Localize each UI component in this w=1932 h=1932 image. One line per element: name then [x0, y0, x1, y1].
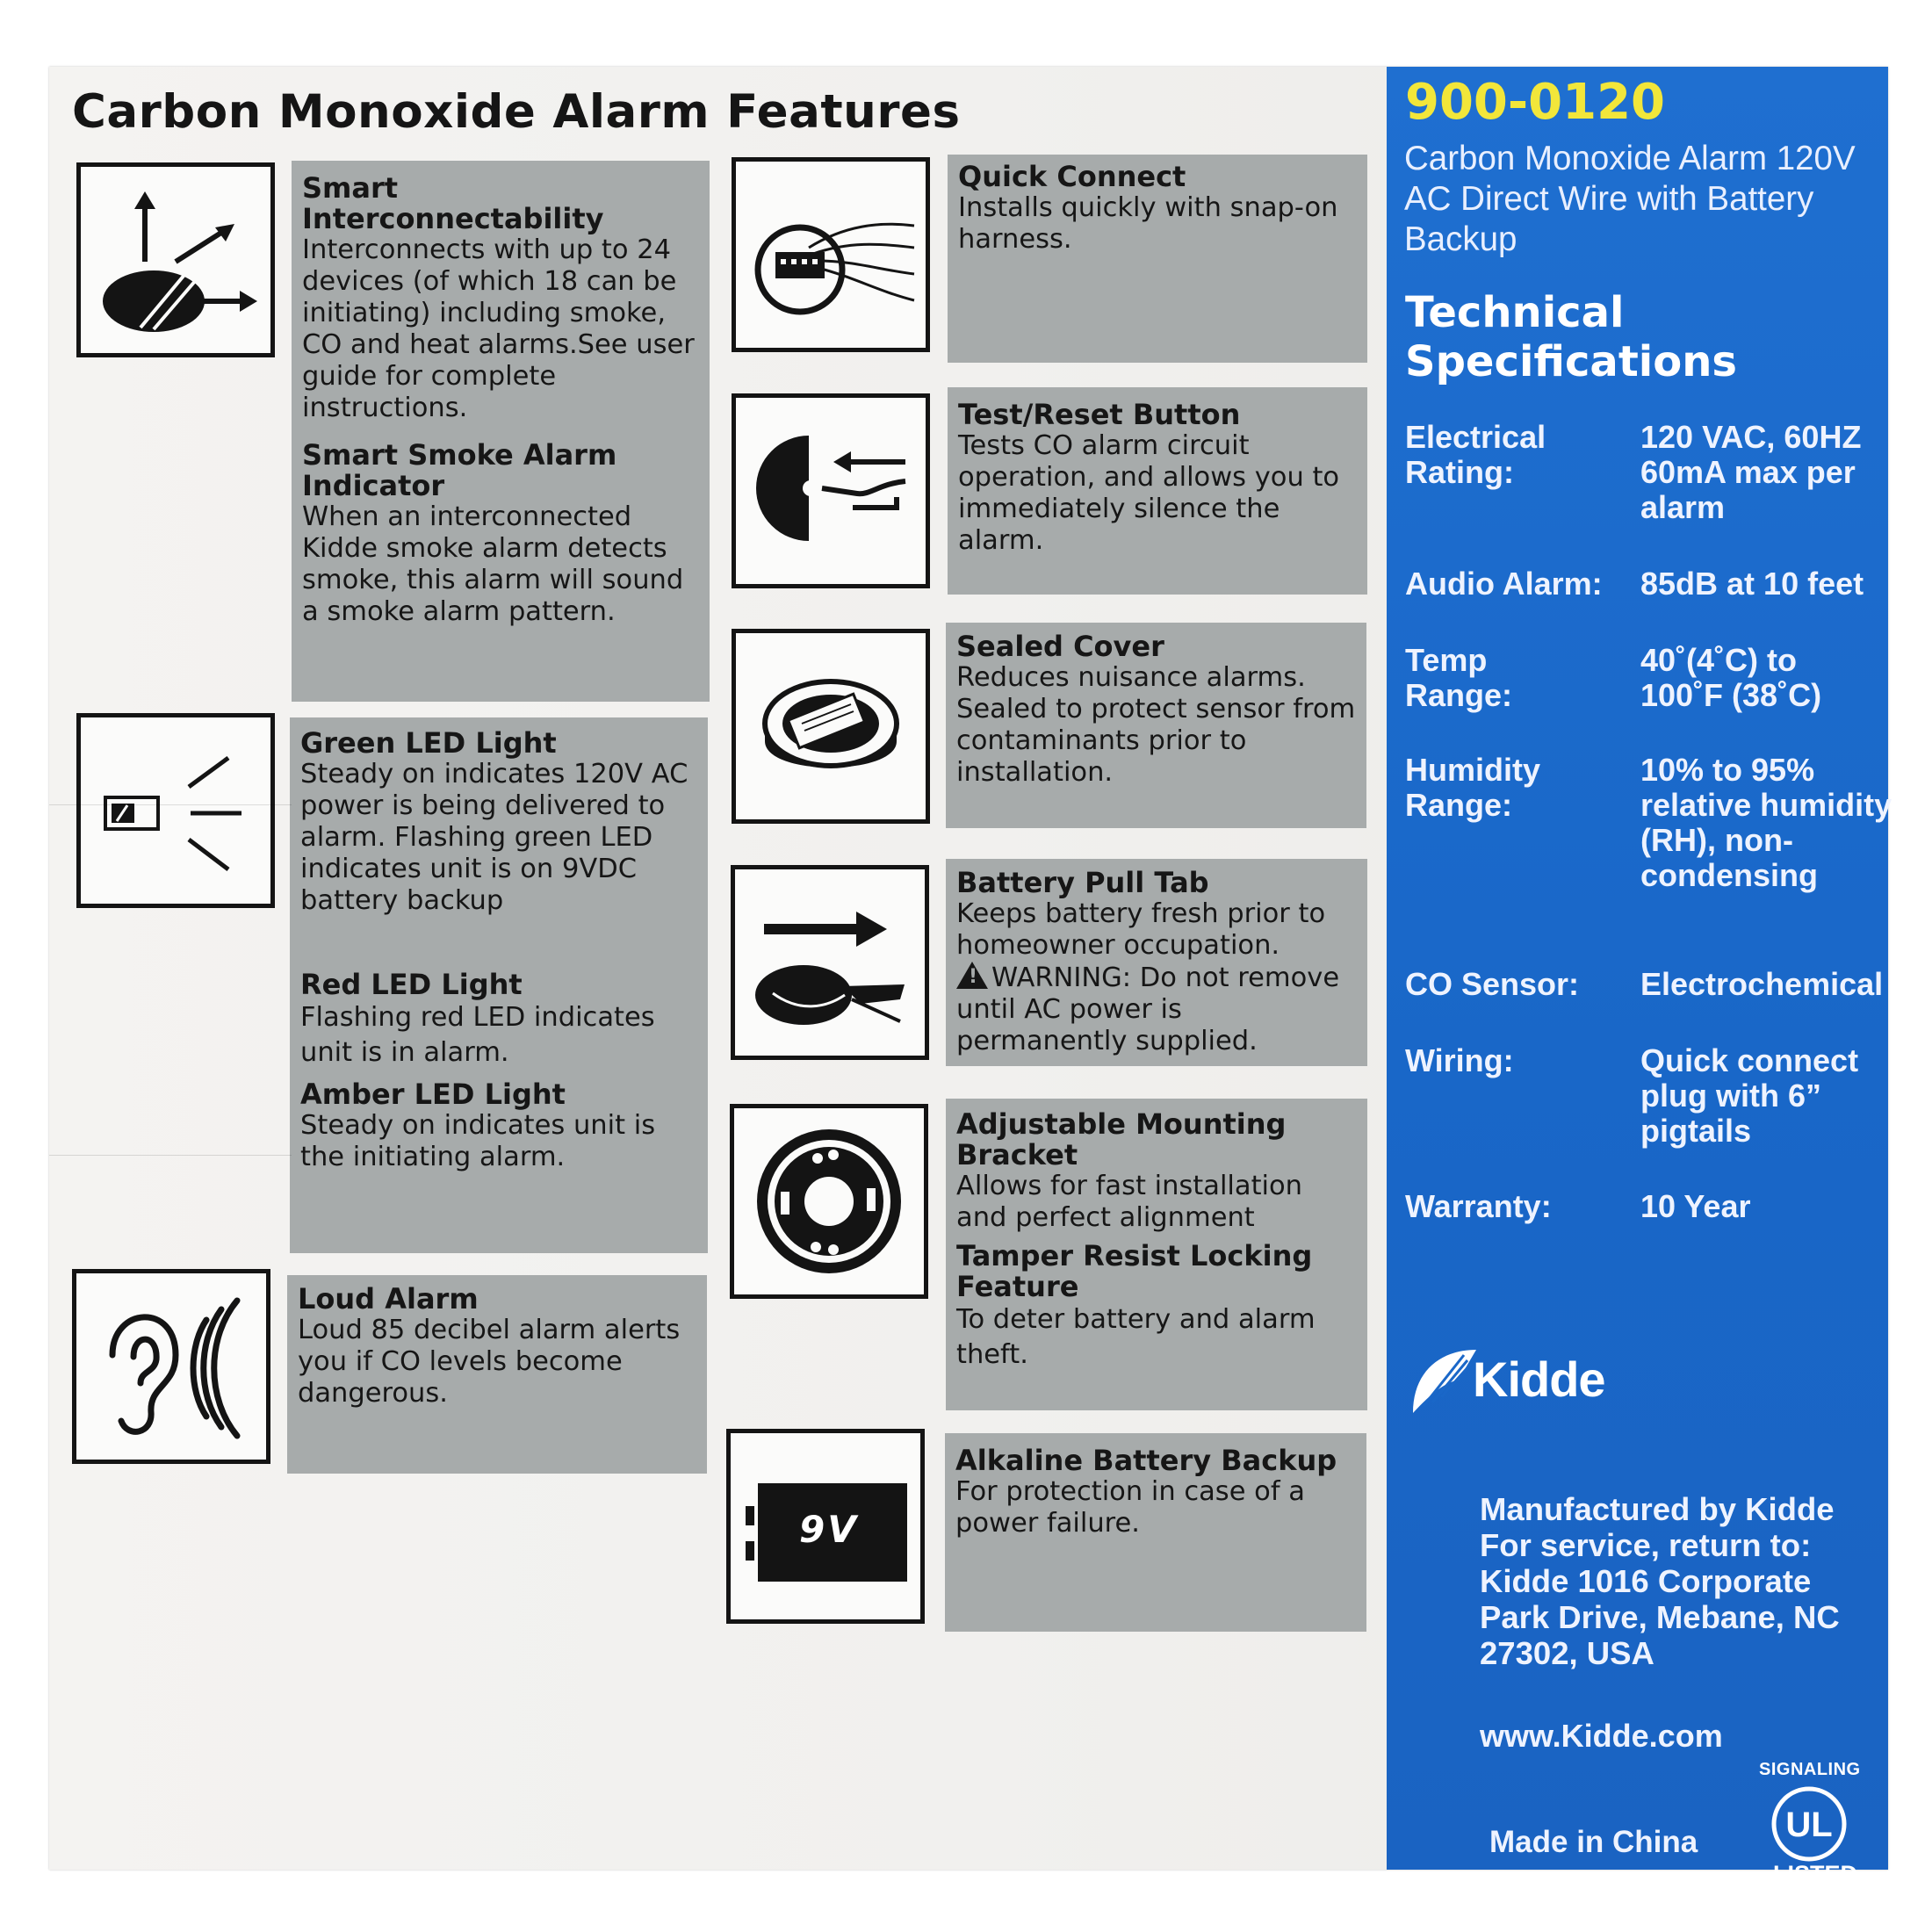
panel-test-reset	[948, 387, 1367, 595]
spec-value: 10% to 95% relative humidity (RH), non-condensing	[1640, 752, 1892, 893]
spec-key: Wiring:	[1405, 1042, 1514, 1078]
warning-label: WARNING: Do not remove until AC power is permanently supplied.	[956, 962, 1340, 1056]
spec-value: 85dB at 10 feet	[1640, 566, 1864, 602]
feature-title: Alkaline Battery Backup	[955, 1444, 1337, 1477]
spec-key: CO Sensor:	[1405, 966, 1580, 1002]
feature-text: For protection in case of a power failure.	[955, 1476, 1305, 1539]
feature-text: Allows for fast installation and perfect alignment	[956, 1171, 1303, 1233]
feature-text: When an interconnected Kidde smoke alarm detects smoke, this alarm will sound a smoke alarm pattern.	[302, 501, 684, 627]
warning-text	[956, 962, 1357, 1057]
ul-listed-label: LISTED	[1773, 1861, 1858, 1887]
feature-title: Test/Reset Button	[958, 398, 1241, 431]
warning-icon	[956, 962, 988, 989]
spec-row	[1405, 420, 1879, 525]
spec-key: Electrical Rating:	[1405, 419, 1546, 490]
spec-row	[1405, 1043, 1879, 1149]
spec-row	[1405, 1189, 1879, 1233]
feature-title: Tamper Resist Locking Feature	[956, 1239, 1313, 1303]
ul-signaling-label: SIGNALING	[1759, 1760, 1861, 1779]
pull-tab-icon	[731, 865, 929, 1060]
page-title: Carbon Monoxide Alarm Features	[72, 85, 961, 139]
feature-text: Steady on indicates unit is the initiating alarm.	[300, 1110, 656, 1172]
battery-icon	[726, 1429, 925, 1624]
panel-leds	[290, 717, 708, 1253]
spec-value: Quick connect plug with 6” pigtails	[1640, 1042, 1859, 1149]
panel-sealed-cover	[946, 623, 1366, 828]
panel-mounting	[946, 1099, 1367, 1410]
feature-title: Loud Alarm	[298, 1282, 479, 1316]
feature-title: Green LED Light	[300, 726, 557, 760]
feature-title: Battery Pull Tab	[956, 866, 1209, 899]
feature-title: Sealed Cover	[956, 630, 1164, 663]
feature-text: Installs quickly with snap-on harness.	[958, 192, 1338, 255]
feature-title: Quick Connect	[958, 160, 1186, 193]
feature-text: Loud 85 decibel alarm alerts you if CO levels become dangerous.	[298, 1315, 681, 1409]
brand-name: Kidde	[1473, 1352, 1605, 1407]
mounting-bracket-icon	[730, 1104, 928, 1299]
spec-row	[1405, 643, 1879, 722]
spec-value: 10 Year	[1640, 1188, 1751, 1224]
quick-connect-icon	[732, 157, 930, 352]
feature-text: Flashing red LED indicates unit is in alarm.	[300, 1002, 655, 1068]
spec-key: Audio Alarm:	[1405, 566, 1603, 602]
model-number: 900-0120	[1405, 74, 1665, 131]
led-icon	[76, 713, 275, 908]
panel-battery-pull-tab	[946, 859, 1367, 1066]
sealed-cover-icon	[732, 629, 930, 824]
feature-text: Keeps battery fresh prior to homeowner occupation.	[956, 898, 1326, 961]
panel-alkaline	[945, 1433, 1366, 1632]
feature-text: Tests CO alarm circuit operation, and allows you to immediately silence the alarm.	[958, 430, 1340, 556]
feature-title: Smart Interconnectability	[302, 171, 604, 235]
spec-row	[1405, 566, 1879, 610]
spec-key: Temp Range:	[1405, 642, 1513, 713]
ul-logo-icon	[1770, 1785, 1848, 1863]
interconnect-icon	[76, 162, 275, 357]
spec-row	[1405, 752, 1892, 893]
spec-panel	[1387, 67, 1892, 1887]
fold-line	[49, 1155, 292, 1156]
feature-text: Steady on indicates 120V AC power is being delivered to alarm. Flashing green LED indicates unit is on 9VDC battery backup	[300, 759, 688, 916]
ul-mark: UL	[1785, 1806, 1833, 1844]
product-subtitle: Carbon Monoxide Alarm 120V AC Direct Wire with Battery Backup	[1404, 140, 1856, 258]
origin-text: Made in China	[1489, 1825, 1698, 1859]
manufacturer-info: Manufactured by Kidde For service, return to: Kidde 1016 Corporate Park Drive, Mebane, NC 27302, USA	[1480, 1491, 1840, 1671]
spec-value: 120 VAC, 60HZ 60mA max per alarm	[1640, 419, 1862, 525]
spec-key: Humidity Range:	[1405, 752, 1541, 823]
spec-key: Warranty:	[1405, 1188, 1552, 1224]
feature-text: To deter battery and alarm theft.	[956, 1304, 1316, 1370]
feature-title: Red LED Light	[300, 968, 523, 1001]
feature-text: Reduces nuisance alarms. Sealed to protect sensor from contaminants prior to installation.	[956, 662, 1356, 788]
feature-title: Adjustable Mounting Bracket	[956, 1107, 1287, 1171]
tech-spec-title: Technical Specifications	[1405, 288, 1737, 386]
feature-title: Smart Smoke Alarm Indicator	[302, 438, 617, 502]
website-link[interactable]: www.Kidde.com	[1480, 1718, 1723, 1754]
spec-row	[1405, 966, 1884, 1011]
feature-text: Interconnects with up to 24 devices (of which 18 can be initiating) including smoke, CO and heat alarms.See user guide for complete instructions.	[302, 234, 695, 423]
fold-line	[49, 804, 292, 805]
panel-interconnect	[292, 161, 710, 702]
feature-title: Amber LED Light	[300, 1078, 566, 1111]
panel-loud-alarm	[287, 1275, 707, 1474]
spec-value: 40˚(4˚C) to 100˚F (38˚C)	[1640, 642, 1822, 713]
battery-label: 9V	[799, 1508, 859, 1551]
spec-value: Electrochemical	[1640, 966, 1884, 1002]
package-panel	[49, 67, 1892, 1887]
test-button-icon	[732, 393, 930, 588]
panel-quick-connect	[948, 155, 1367, 363]
ear-sound-icon	[72, 1269, 270, 1464]
